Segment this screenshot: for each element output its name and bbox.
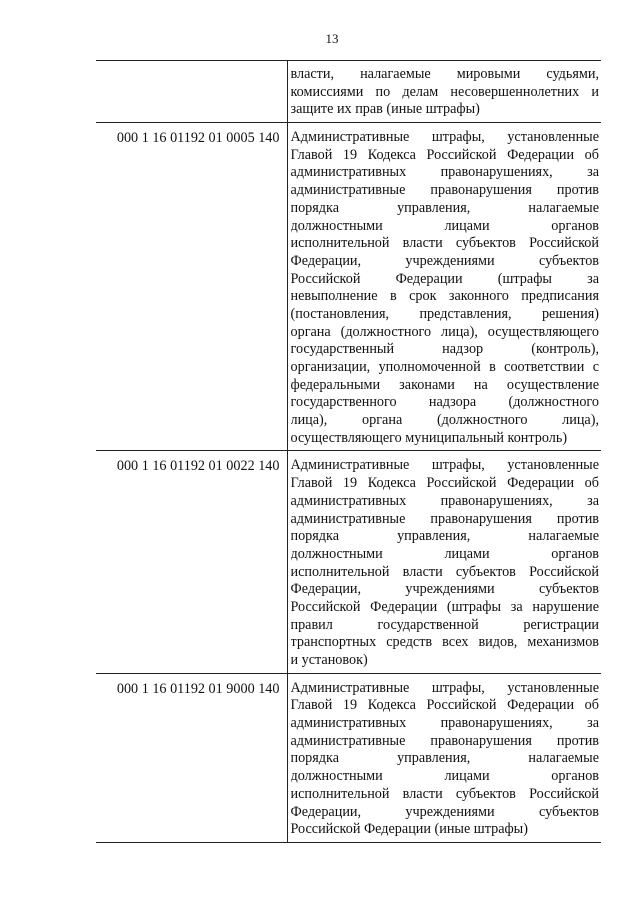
budget-code-cell: [96, 61, 287, 123]
description-line: Административные штрафы, установленные: [290, 457, 599, 474]
description-line: Российской Федерации (иные штрафы): [290, 821, 528, 838]
page-number: 13: [325, 31, 339, 46]
description-line: Федерации, учреждениями субъектов: [290, 803, 599, 820]
description-line: порядка управления, налагаемые: [290, 199, 599, 216]
description-cell: [287, 673, 601, 842]
description-line: Российской Федерации (штрафы за нарушение: [290, 598, 599, 615]
description-cell: [287, 451, 601, 673]
description-line: государственный надзор (контроль),: [290, 341, 599, 358]
description-line: (постановления, представления, решения): [290, 305, 599, 322]
description-line: административные правонарушения против: [290, 182, 599, 199]
budget-code-cell: 000 1 16 01192 01 9000 140: [96, 673, 287, 842]
description-line: комиссиями по делам несовершеннолетних и: [290, 83, 599, 100]
table-row: [96, 123, 601, 451]
description-line: должностными лицами органов: [290, 217, 599, 234]
table-body: [96, 61, 601, 843]
description-line: транспортных средств всех видов, механизмов: [290, 634, 599, 651]
description-line: организации, уполномоченной в соответствии с: [290, 359, 599, 375]
description-line: должностными лицами органов: [290, 545, 599, 562]
description-line: Административные штрафы, установленные: [290, 679, 599, 696]
description-line: государственного надзора (должностного: [290, 394, 599, 411]
description-line: административных правонарушениях, за: [290, 164, 599, 181]
description-line: защите их прав (иные штрафы): [290, 101, 480, 118]
description-line: исполнительной власти субъектов Российской: [290, 563, 599, 580]
description-line: Главой 19 Кодекса Российской Федерации об: [290, 697, 599, 714]
description-line: федеральными законами на осуществление: [290, 376, 599, 393]
description-line: должностными лицами органов: [290, 768, 599, 785]
description-line: административные правонарушения против: [290, 510, 599, 527]
description-line: исполнительной власти субъектов Российской: [290, 235, 599, 252]
description-line: органа (должностного лица), осуществляющего: [290, 323, 599, 340]
description-line: осуществляющего муниципальный контроль): [290, 429, 568, 446]
budget-code-cell: 000 1 16 01192 01 0022 140: [96, 451, 287, 673]
description-line: административных правонарушениях, за: [290, 492, 599, 509]
description-line: Главой 19 Кодекса Российской Федерации об: [290, 475, 599, 492]
description-cell: [287, 61, 601, 123]
description-line: порядка управления, налагаемые: [290, 750, 599, 767]
description-line: исполнительной власти субъектов Российской: [290, 785, 599, 802]
description-line: Федерации, учреждениями субъектов: [290, 581, 599, 598]
description-line: административных правонарушениях, за: [290, 715, 599, 732]
table-row: [96, 451, 601, 673]
description-line: Административные штрафы, установленные: [290, 129, 599, 146]
budget-code-cell: 000 1 16 01192 01 0005 140: [96, 123, 287, 451]
description-line: правил государственной регистрации: [290, 616, 599, 633]
description-line: Российской Федерации (штрафы за: [290, 270, 599, 287]
budget-codes-table: [96, 60, 601, 843]
description-line: невыполнение в срок законного предписания: [290, 288, 599, 305]
table-row: [96, 61, 601, 123]
description-line: и установок): [290, 652, 368, 668]
description-line: Главой 19 Кодекса Российской Федерации об: [290, 146, 599, 163]
description-line: лица), органа (должностного лица),: [290, 412, 599, 429]
description-line: административные правонарушения против: [290, 732, 599, 749]
description-line: порядка управления, налагаемые: [290, 528, 599, 545]
table-row: [96, 673, 601, 842]
description-cell: [287, 123, 601, 451]
description-line: власти, налагаемые мировыми судьями,: [290, 66, 599, 82]
description-line: Федерации, учреждениями субъектов: [290, 252, 599, 269]
